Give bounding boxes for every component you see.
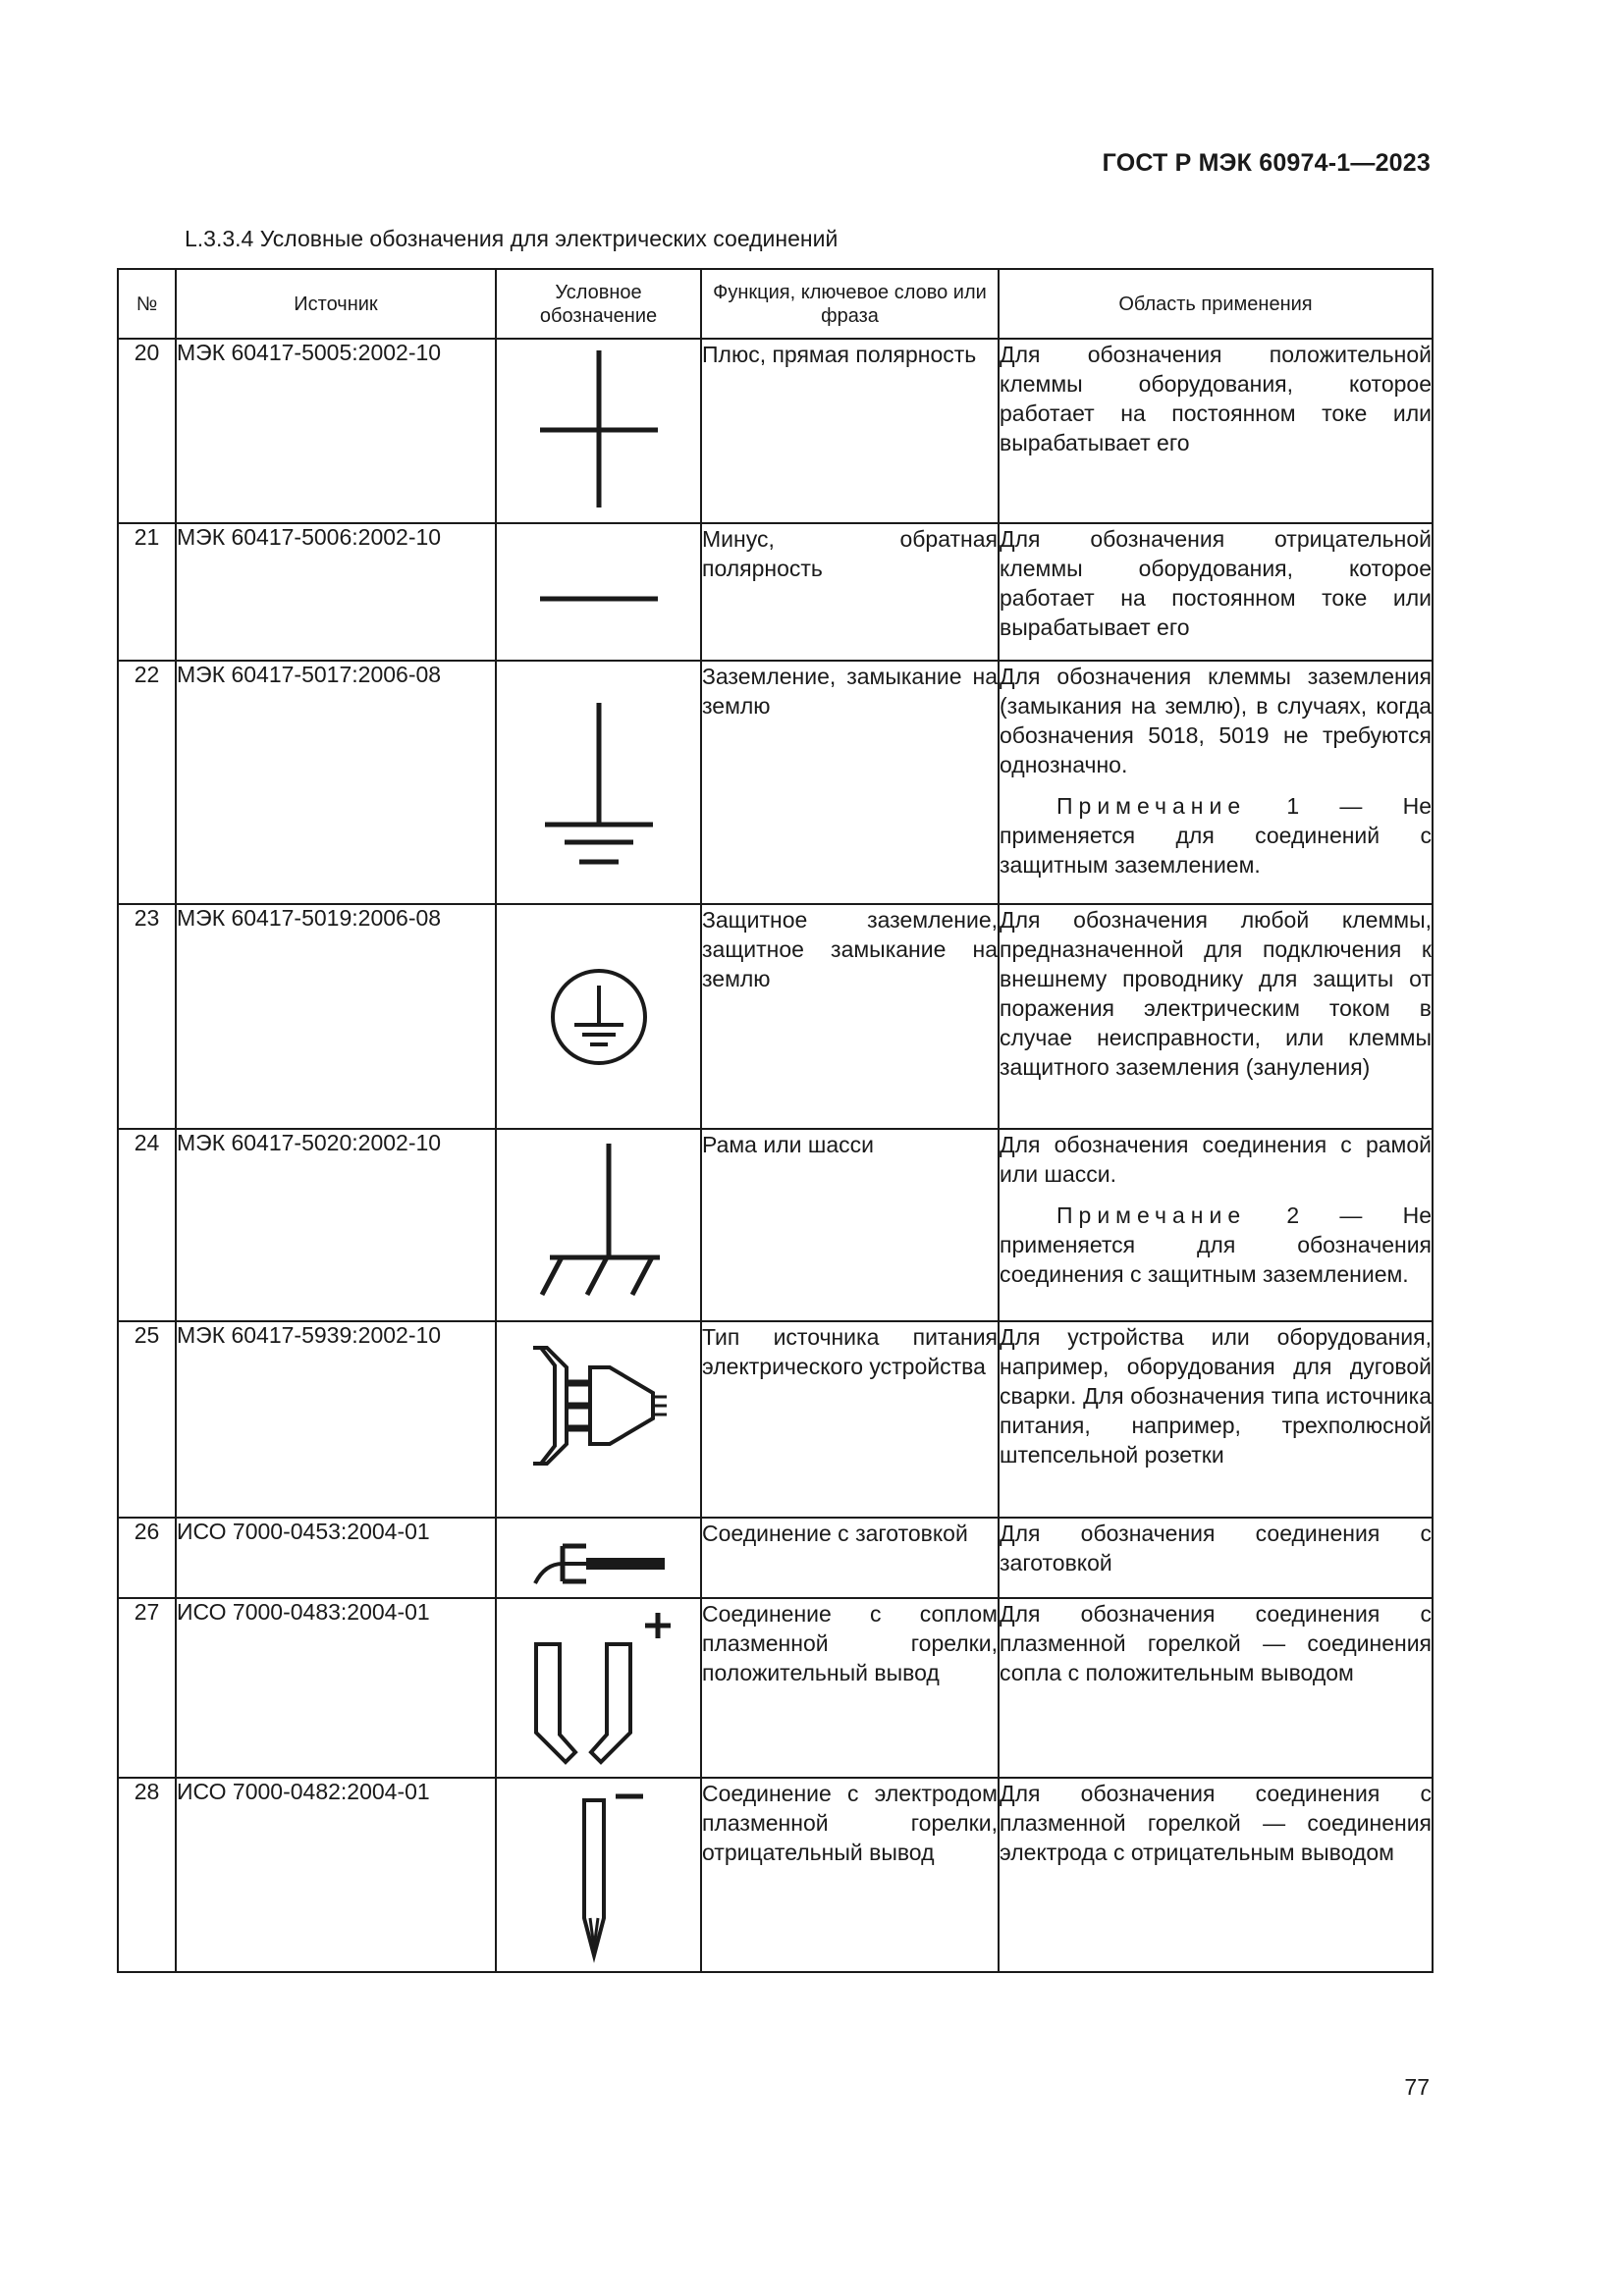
- header-area: Область применения: [999, 269, 1433, 339]
- table-header-row: [118, 269, 1433, 339]
- table-row: [118, 661, 1433, 904]
- row-symbol: [496, 661, 701, 904]
- table-row: [118, 1518, 1433, 1598]
- minus-polarity-icon: [535, 530, 663, 628]
- row-function: Плюс, прямая полярность: [701, 339, 999, 523]
- row-area: Для устройства или оборудования, например, оборудования для дуговой сварки. Для обозначения типа источника питания, например, трехполюсной штепсельной розетки: [999, 1321, 1433, 1518]
- row-source: ИСО 7000-0453:2004-01: [176, 1518, 496, 1598]
- row-area: Для обозначения отрицательной клеммы оборудования, которое работает на постоянном токе или вырабатывает его: [999, 523, 1433, 661]
- row-area: Для обозначения положительной клеммы оборудования, которое работает на постоянном токе или вырабатывает его: [999, 339, 1433, 523]
- row-symbol: [496, 1598, 701, 1778]
- note-text: 1 — Не применяется для соединений с защитным заземлением.: [1000, 793, 1432, 878]
- row-source: МЭК 60417-5006:2002-10: [176, 523, 496, 661]
- workpiece-connection-icon: [525, 1526, 673, 1595]
- row-area: Для обозначения соединения с плазменной горелкой — соединения электрода с отрицательным выводом: [999, 1778, 1433, 1972]
- note: [1000, 791, 1432, 880]
- row-area: Для обозначения любой клеммы, предназначенной для подключения к внешнему проводнику для защиты от поражения электрическим током в случае неисправности, или клеммы защитного заземления (зануления): [999, 904, 1433, 1129]
- table-row: [118, 1778, 1433, 1972]
- row-symbol: [496, 1129, 701, 1321]
- row-symbol: [496, 523, 701, 661]
- note-label: Примечание: [1056, 793, 1247, 819]
- row-function: Рама или шасси: [701, 1129, 999, 1321]
- row-source: МЭК 60417-5939:2002-10: [176, 1321, 496, 1518]
- row-number: 20: [118, 339, 176, 523]
- header-source: Источник: [176, 269, 496, 339]
- row-function: Заземление, замыкание на землю: [701, 661, 999, 904]
- table-row: [118, 1129, 1433, 1321]
- row-number: 25: [118, 1321, 176, 1518]
- row-symbol: [496, 1778, 701, 1972]
- note-label: Примечание: [1056, 1202, 1247, 1228]
- row-function: Минус, обратная полярность: [701, 523, 999, 661]
- row-number: 26: [118, 1518, 176, 1598]
- table-row: [118, 339, 1433, 523]
- page-number: 77: [1404, 2074, 1430, 2100]
- row-function: Тип источника питания электрического устройства: [701, 1321, 999, 1518]
- table-row: [118, 904, 1433, 1129]
- row-number: 22: [118, 661, 176, 904]
- frame-chassis-icon: [530, 1132, 668, 1318]
- row-source: МЭК 60417-5020:2002-10: [176, 1129, 496, 1321]
- row-function: Защитное заземление, защитное замыкание на землю: [701, 904, 999, 1129]
- section-caption: L.3.3.4 Условные обозначения для электрических соединений: [185, 226, 839, 251]
- row-area: Для обозначения соединения с заготовкой: [999, 1518, 1433, 1598]
- area-text: Для обозначения соединения с рамой или шасси.: [1000, 1132, 1432, 1187]
- row-number: 28: [118, 1778, 176, 1972]
- plasma-nozzle-positive-icon: [520, 1605, 677, 1772]
- row-source: ИСО 7000-0483:2004-01: [176, 1598, 496, 1778]
- row-source: МЭК 60417-5019:2006-08: [176, 904, 496, 1129]
- document-code: ГОСТ Р МЭК 60974-1—2023: [1102, 149, 1431, 177]
- earth-ground-icon: [535, 675, 663, 891]
- table-row: [118, 1598, 1433, 1778]
- symbols-table: [117, 268, 1434, 1973]
- table-row: [118, 1321, 1433, 1518]
- row-source: МЭК 60417-5017:2006-08: [176, 661, 496, 904]
- row-function: Соединение с заготовкой: [701, 1518, 999, 1598]
- row-number: 27: [118, 1598, 176, 1778]
- row-number: 21: [118, 523, 176, 661]
- row-function: Соединение с соплом плазменной горелки, положительный вывод: [701, 1598, 999, 1778]
- row-source: ИСО 7000-0482:2004-01: [176, 1778, 496, 1972]
- row-area: [999, 661, 1433, 904]
- protective-earth-icon: [535, 919, 663, 1115]
- plus-polarity-icon: [535, 346, 663, 512]
- plasma-electrode-negative-icon: [535, 1781, 663, 1967]
- row-number: 23: [118, 904, 176, 1129]
- header-function: Функция, ключевое слово или фраза: [701, 269, 999, 339]
- area-text: Для обозначения клеммы заземления (замыкания на землю), в случаях, когда обозначения 5018, 5019 не требуются однозначно.: [1000, 664, 1432, 777]
- row-symbol: [496, 339, 701, 523]
- row-area: [999, 1129, 1433, 1321]
- header-symbol: Условное обозначение: [496, 269, 701, 339]
- row-symbol: [496, 1321, 701, 1518]
- note: [1000, 1201, 1432, 1289]
- row-number: 24: [118, 1129, 176, 1321]
- row-source: МЭК 60417-5005:2002-10: [176, 339, 496, 523]
- header-num: №: [118, 269, 176, 339]
- table-row: [118, 523, 1433, 661]
- row-symbol: [496, 904, 701, 1129]
- row-symbol: [496, 1518, 701, 1598]
- power-source-type-icon: [515, 1336, 682, 1513]
- row-function: Соединение с электродом плазменной горелки, отрицательный вывод: [701, 1778, 999, 1972]
- row-area: Для обозначения соединения с плазменной горелкой — соединения сопла с положительным выводом: [999, 1598, 1433, 1778]
- note-text: 2 — Не применяется для обозначения соединения с защитным заземлением.: [1000, 1202, 1432, 1287]
